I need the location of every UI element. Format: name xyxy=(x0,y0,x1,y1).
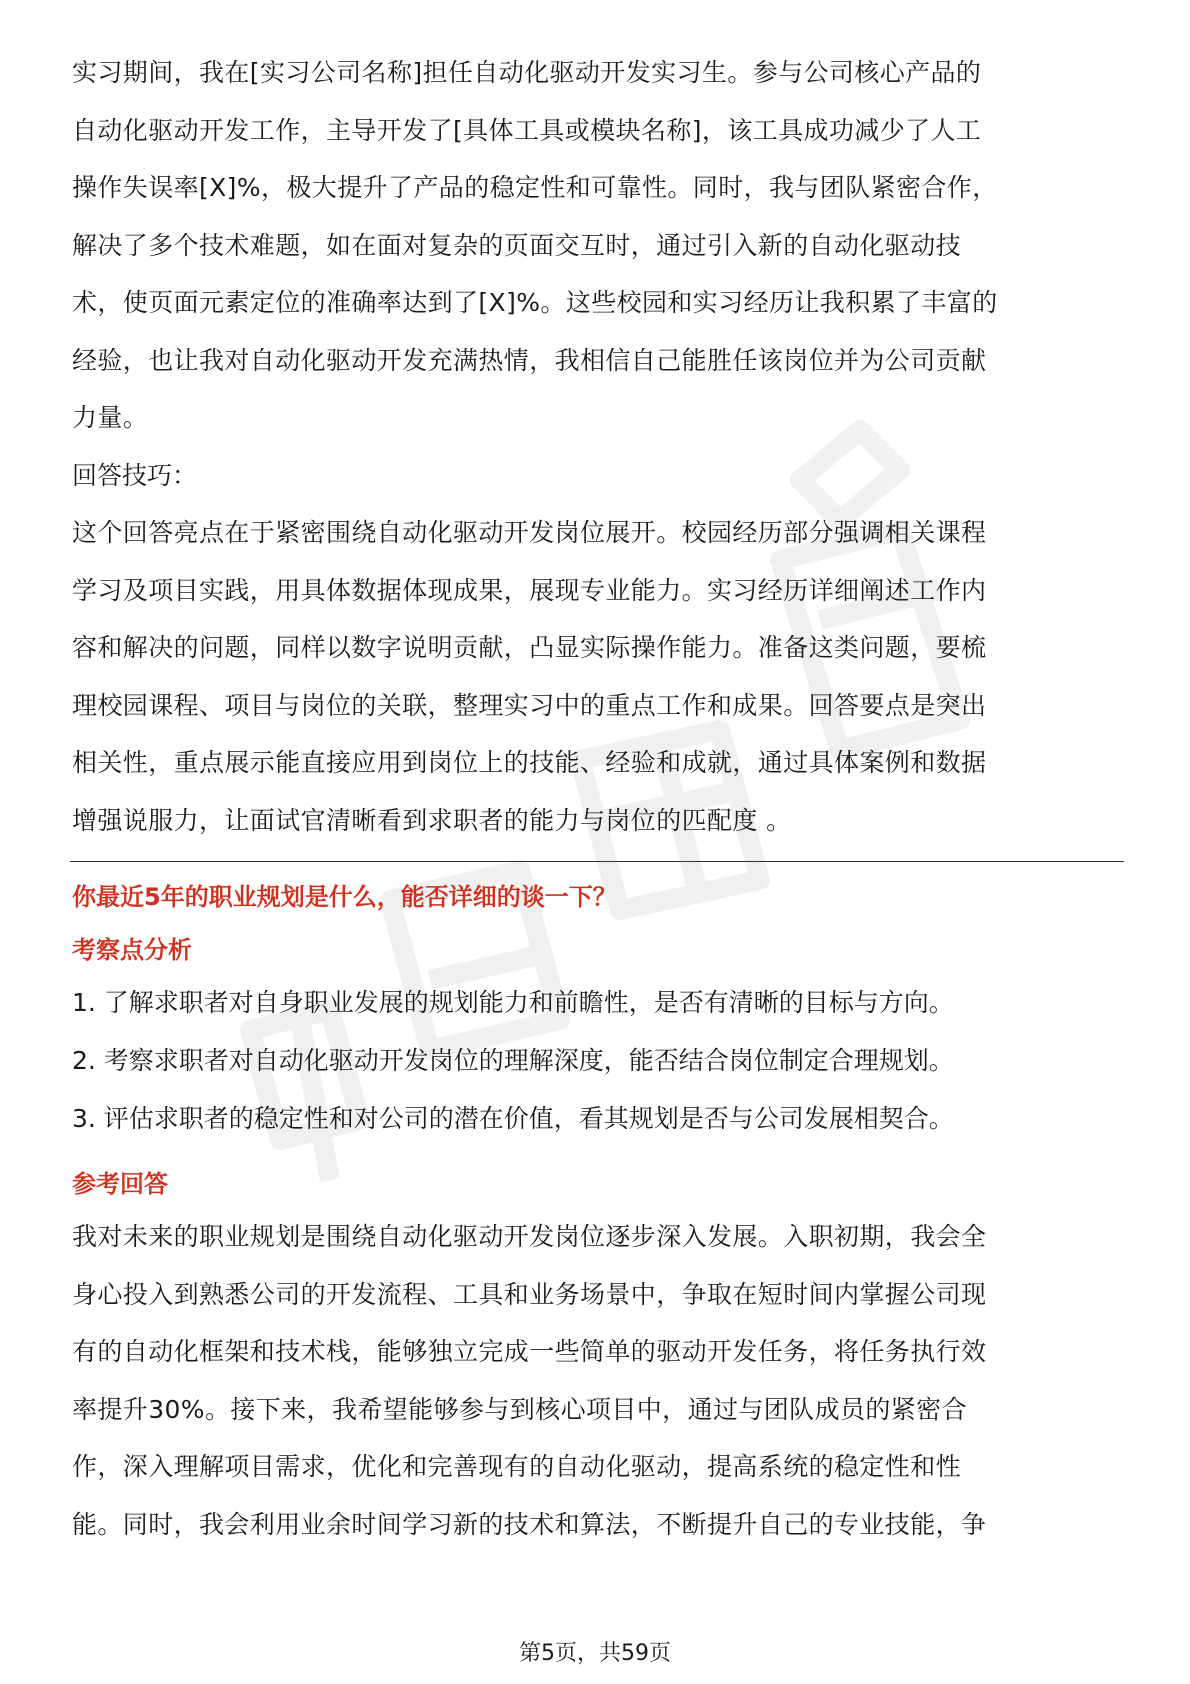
text-line: 经验，也让我对自动化驱动开发充满热情，我相信自己能胜任该岗位并为公司贡献 xyxy=(72,345,987,375)
tips-paragraph xyxy=(72,504,1122,849)
text-line: 这个回答亮点在于紧密围绕自动化驱动开发岗位展开。校园经历部分强调相关课程 xyxy=(72,518,987,547)
text-line: 能。同时，我会利用业余时间学习新的技术和算法，不断提升自己的专业技能，争 xyxy=(72,1509,987,1539)
page-number: 第5页，共59页 xyxy=(519,1641,671,1666)
answer-paragraph xyxy=(72,1208,1122,1553)
list-item: 1. 了解求职者对自身职业发展的规划能力和前瞻性，是否有清晰的目标与方向。 xyxy=(72,988,954,1017)
text-line: 学习及项目实践，用具体数据体现成果，展现专业能力。实习经历详细阐述工作内 xyxy=(72,575,987,605)
analysis-heading: 考察点分析 xyxy=(72,936,192,964)
text-line: 相关性，重点展示能直接应用到岗位上的技能、经验和成就，通过具体案例和数据 xyxy=(72,748,987,777)
analysis-list xyxy=(72,974,1122,1148)
intro-paragraph xyxy=(72,44,1122,447)
text-line: 自动化驱动开发工作，主导开发了[具体工具或模块名称]，该工具成功减少了人工 xyxy=(72,115,982,145)
text-line: 身心投入到熟悉公司的开发流程、工具和业务场景中，争取在短时间内掌握公司现 xyxy=(72,1279,987,1309)
list-item: 2. 考察求职者对自动化驱动开发岗位的理解深度，能否结合岗位制定合理规划。 xyxy=(72,1046,954,1075)
text-line: 增强说服力，让面试官清晰看到求职者的能力与岗位的匹配度 。 xyxy=(72,805,792,835)
text-line: 力量。 xyxy=(72,403,149,432)
list-item: 3. 评估求职者的稳定性和对公司的潜在价值，看其规划是否与公司发展相契合。 xyxy=(72,1104,954,1133)
text-line: 术，使页面元素定位的准确率达到了[X]%。这些校园和实习经历让我积累了丰富的 xyxy=(72,288,998,317)
page-content xyxy=(72,44,1122,1553)
text-line: 操作失误率[X]%，极大提升了产品的稳定性和可靠性。同时，我与团队紧密合作， xyxy=(72,173,998,202)
text-line: 理校园课程、项目与岗位的关联，整理实习中的重点工作和成果。回答要点是突出 xyxy=(72,690,987,720)
answer-heading: 参考回答 xyxy=(72,1170,168,1198)
text-line: 率提升30%。接下来，我希望能够参与到核心项目中，通过与团队成员的紧密合 xyxy=(72,1394,967,1424)
text-line: 容和解决的问题，同样以数字说明贡献，凸显实际操作能力。准备这类问题，要梳 xyxy=(72,633,987,662)
tips-label: 回答技巧： xyxy=(72,460,198,490)
section-divider xyxy=(70,861,1124,862)
question-title: 你最近5年的职业规划是什么，能否详细的谈一下？ xyxy=(72,883,617,911)
text-line: 我对未来的职业规划是围绕自动化驱动开发岗位逐步深入发展。入职初期，我会全 xyxy=(72,1222,987,1251)
text-line: 作，深入理解项目需求，优化和完善现有的自动化驱动，提高系统的稳定性和性 xyxy=(72,1452,962,1481)
text-line: 实习期间，我在[实习公司名称]担任自动化驱动开发实习生。参与公司核心产品的 xyxy=(72,58,982,87)
text-line: 解决了多个技术难题，如在面对复杂的页面交互时，通过引入新的自动化驱动技 xyxy=(72,230,962,260)
text-line: 有的自动化框架和技术栈，能够独立完成一些简单的驱动开发任务，将任务执行效 xyxy=(72,1337,987,1366)
